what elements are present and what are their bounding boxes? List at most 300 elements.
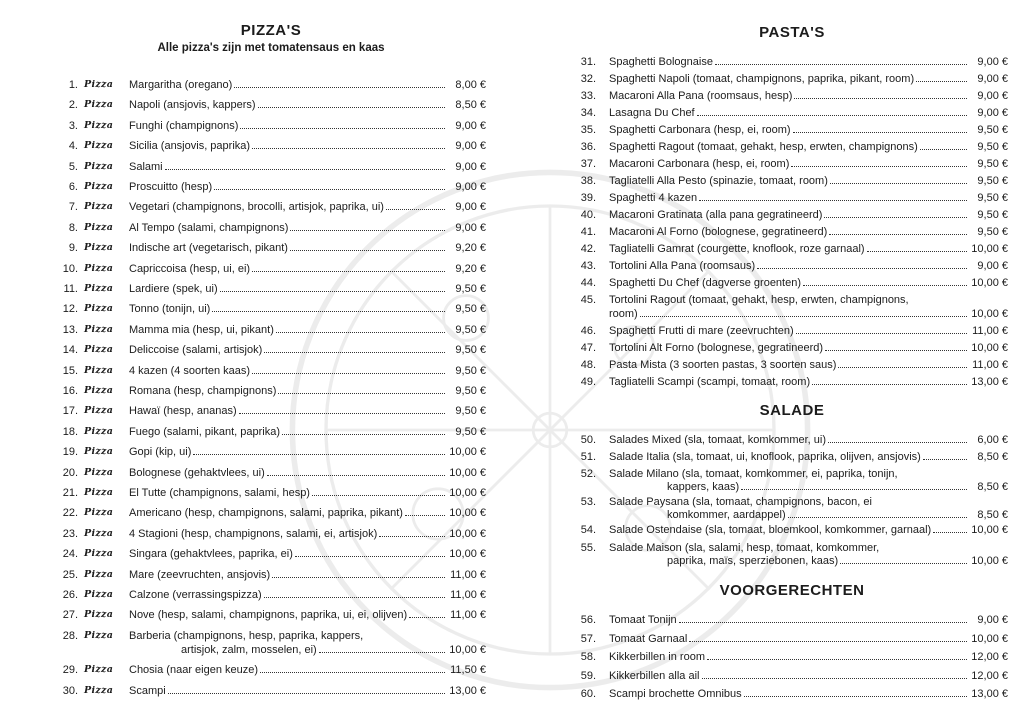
menu-item-price: 11,00 €: [972, 325, 1008, 337]
menu-item-name: Chosia (naar eigen keuze): [129, 664, 259, 677]
menu-item-number: 37.: [580, 158, 596, 170]
menu-item-price: 9,50 €: [455, 405, 486, 418]
dot-leader: [272, 568, 445, 578]
dot-leader: [168, 684, 445, 694]
menu-item-name: Spaghetti 4 kazen: [609, 192, 698, 204]
menu-item-number: 32.: [580, 73, 596, 85]
menu-item-name-continued: artisjok, zalm, mosselen, ei): [181, 643, 317, 656]
menu-item-name: Tomaat Tonijn: [609, 614, 677, 626]
menu-item-number: 46.: [580, 325, 596, 337]
menu-item-number: 23.: [62, 527, 78, 540]
pizza-logo-icon: Pizza: [84, 446, 114, 458]
dot-leader: [791, 157, 967, 167]
menu-item-price: 9,00 €: [977, 56, 1008, 68]
menu-item: [576, 433, 1008, 446]
menu-item-number: 29.: [62, 664, 78, 677]
dot-leader: [214, 180, 445, 190]
menu-item-name: Salades Mixed (sla, tomaat, komkommer, ui): [609, 434, 827, 446]
dot-leader: [707, 650, 967, 660]
dot-leader: [867, 242, 967, 252]
menu-item-price: 9,50 €: [977, 175, 1008, 187]
menu-item-price: 10,00 €: [449, 487, 486, 499]
menu-item: [56, 323, 486, 337]
menu-item-price: 9,50 €: [455, 323, 486, 336]
menu-item-name: 4 kazen (4 soorten kaas): [129, 364, 251, 377]
menu-item-name: Tomaat Garnaal: [609, 632, 688, 645]
menu-item-name: Spaghetti Carbonara (hesp, ei, room): [609, 124, 791, 136]
menu-item-price: 9,00 €: [455, 221, 486, 234]
menu-item: [576, 259, 1008, 273]
menu-item-name: Singara (gehaktvlees, paprika, ei): [129, 548, 293, 561]
menu-item-number: 3.: [68, 119, 78, 132]
menu-item-number: 8.: [68, 221, 78, 234]
pizza-logo-icon: Pizza: [84, 664, 114, 676]
dot-leader: [697, 106, 967, 116]
dot-leader: [812, 375, 967, 385]
menu-item-price: 12,00 €: [971, 669, 1008, 682]
pizza-logo-icon: Pizza: [84, 466, 114, 478]
pizza-logo-icon: Pizza: [84, 405, 114, 417]
dot-leader: [239, 404, 445, 414]
menu-item: [56, 629, 486, 657]
dot-leader: [838, 358, 967, 368]
menu-item-number: 42.: [580, 243, 596, 255]
dot-leader: [220, 282, 445, 292]
menu-item-name: Hawaï (hesp, ananas): [129, 405, 237, 418]
dot-leader: [923, 450, 967, 460]
menu-item-price: 10,00 €: [449, 466, 486, 479]
menu-item: [56, 160, 486, 174]
pizza-logo-icon: Pizza: [84, 303, 114, 315]
menu-item-price: 13,00 €: [971, 688, 1008, 701]
pizza-logo-icon: Pizza: [84, 242, 114, 254]
menu-item-price: 11,00 €: [450, 609, 486, 622]
pizza-logo-icon: Pizza: [84, 589, 114, 600]
pizza-logo-icon: Pizza: [84, 609, 114, 621]
menu-item: [56, 608, 486, 622]
dot-leader: [386, 200, 445, 210]
menu-item: [56, 486, 486, 500]
menu-item-number: 53.: [580, 496, 596, 509]
menu-item: [576, 106, 1008, 120]
menu-item: [56, 404, 486, 418]
menu-item-name-continued: komkommer, aardappel): [667, 509, 786, 522]
pizza-logo-icon: Pizza: [84, 119, 114, 131]
menu-item-price: 9,00 €: [977, 107, 1008, 119]
pizza-logo-icon: Pizza: [84, 323, 114, 335]
menu-item-price: 10,00 €: [971, 524, 1008, 537]
menu-item-price: 9,00 €: [455, 119, 486, 132]
menu-item-number: 51.: [580, 451, 596, 464]
menu-item-price: 9,50 €: [455, 344, 486, 357]
menu-item-price: 9,50 €: [977, 124, 1008, 136]
menu-item: [56, 282, 486, 296]
menu-item-number: 26.: [62, 589, 78, 601]
menu-item-price: 9,00 €: [977, 73, 1008, 85]
menu-item: [56, 425, 486, 439]
menu-item: [56, 221, 486, 235]
pizza-logo-icon: Pizza: [84, 507, 114, 519]
menu-item: [56, 98, 486, 112]
menu-item-price: 10,00 €: [449, 527, 486, 540]
menu-item-name: Bolognese (gehaktvlees, ui): [129, 466, 265, 479]
menu-item-name: Macaroni Carbonara (hesp, ei, room): [609, 158, 790, 170]
menu-item: [576, 523, 1008, 536]
menu-item-price: 12,00 €: [971, 651, 1008, 664]
menu-item-name: Spaghetti Ragout (tomaat, gehakt, hesp, erwten, champignons): [609, 141, 918, 153]
menu-item-name: Salami: [129, 160, 163, 173]
menu-item-price: 9,00 €: [455, 160, 486, 173]
pizza-logo-icon: Pizza: [84, 201, 114, 213]
pizza-logo-icon: Pizza: [84, 344, 114, 356]
dot-leader: [840, 554, 967, 564]
menu-item-name: Vegetari (champignons, brocolli, artisjok, paprika, ui): [129, 201, 384, 214]
menu-item: [56, 364, 486, 378]
menu-item-number: 55.: [580, 541, 596, 554]
menu-item-name: Napoli (ansjovis, kappers): [129, 99, 256, 112]
dot-leader: [282, 425, 445, 435]
menu-item-name: Al Tempo (salami, champignons): [129, 221, 289, 234]
menu-item: [56, 547, 486, 561]
menu-item-price: 9,50 €: [977, 158, 1008, 170]
menu-item-name: Scampi: [129, 684, 166, 697]
dot-leader: [264, 343, 445, 353]
menu-item-price: 9,50 €: [455, 425, 486, 438]
menu-item-number: 2.: [68, 99, 78, 112]
menu-item-number: 16.: [62, 385, 78, 397]
pizza-logo-icon: Pizza: [84, 527, 114, 539]
menu-item-name: Salade Paysana (sla, tomaat, champignons, bacon, ei: [609, 496, 872, 509]
pizza-logo-icon: Pizza: [84, 140, 114, 152]
menu-item-number: 19.: [62, 446, 78, 459]
dot-leader: [933, 523, 967, 533]
menu-item-price: 8,50 €: [977, 451, 1008, 464]
menu-item: [56, 466, 486, 480]
pizza-logo-icon: Pizza: [84, 262, 114, 274]
menu-item: [56, 139, 486, 153]
menu-item-price: 11,00 €: [972, 359, 1008, 371]
menu-item: [576, 375, 1008, 389]
dot-leader: [916, 72, 967, 82]
menu-item: [56, 262, 486, 276]
menu-item-number: 52.: [580, 468, 596, 481]
menu-item: [56, 200, 486, 214]
menu-item-price: 9,00 €: [455, 140, 486, 153]
salade-section-title: SALADE: [759, 402, 825, 419]
menu-item-number: 21.: [62, 487, 78, 499]
pizza-logo-icon: Pizza: [84, 568, 114, 580]
menu-item-number: 54.: [580, 524, 596, 537]
dot-leader: [258, 98, 445, 108]
menu-item-price: 9,20 €: [455, 242, 486, 255]
pizza-logo-icon: Pizza: [84, 385, 114, 396]
menu-item-number: 50.: [580, 434, 596, 446]
menu-item: [56, 343, 486, 357]
menu-item: [56, 445, 486, 459]
menu-item-number: 43.: [580, 260, 596, 272]
menu-item-name: Spaghetti Napoli (tomaat, champignons, paprika, pikant, room): [609, 73, 915, 85]
menu-item-name-continued: paprika, maïs, sperziebonen, kaas): [667, 554, 839, 567]
menu-item-name: Nove (hesp, salami, champignons, paprika, ui, ei, olijven): [129, 609, 408, 622]
dot-leader: [379, 527, 445, 537]
dot-leader: [312, 486, 445, 496]
menu-item: [576, 341, 1008, 355]
pizza-logo-icon: Pizza: [84, 99, 114, 111]
menu-item-number: 15.: [62, 364, 78, 377]
dot-leader: [757, 259, 967, 269]
dot-leader: [796, 324, 967, 334]
menu-item-price: 13,00 €: [971, 376, 1008, 388]
dot-leader: [260, 663, 445, 673]
dot-leader: [741, 480, 967, 490]
menu-item: [56, 78, 486, 92]
dot-leader: [252, 364, 445, 374]
menu-item: [576, 650, 1008, 664]
dot-leader: [252, 139, 445, 149]
menu-item-name: Calzone (verrassingspizza): [129, 589, 262, 601]
dot-leader: [793, 123, 967, 133]
menu-item: [56, 384, 486, 398]
dot-leader: [193, 445, 445, 455]
menu-item: [576, 89, 1008, 103]
voorgerechten-section-title: VOORGERECHTEN: [719, 582, 865, 599]
dot-leader: [825, 341, 967, 351]
menu-item-name: 4 Stagioni (hesp, champignons, salami, ei, artisjok): [129, 527, 378, 540]
menu-item: [56, 684, 486, 698]
menu-item-price: 11,50 €: [450, 664, 486, 677]
menu-item-number: 24.: [62, 548, 78, 561]
menu-item: [576, 687, 1008, 701]
menu-item-number: 35.: [580, 124, 596, 136]
dot-leader: [264, 588, 445, 598]
menu-item-name: Tortolini Ragout (tomaat, gehakt, hesp, erwten, champignons,: [609, 294, 909, 306]
menu-item-number: 48.: [580, 359, 596, 371]
menu-item: [56, 588, 486, 602]
dot-leader: [803, 276, 967, 286]
menu-item-number: 6.: [68, 181, 78, 193]
menu-item-name: Salade Milano (sla, tomaat, komkommer, ei, paprika, tonijn,: [609, 468, 898, 481]
menu-item-number: 18.: [62, 425, 78, 438]
pizza-logo-icon: Pizza: [84, 160, 114, 172]
pasta-section-title: PASTA'S: [759, 24, 825, 41]
menu-item: [576, 174, 1008, 188]
menu-item-name: Barberia (champignons, hesp, paprika, kappers,: [129, 629, 364, 642]
menu-item-number: 5.: [68, 160, 78, 173]
menu-item-number: 39.: [580, 192, 596, 204]
menu-item-name: El Tutte (champignons, salami, hesp): [129, 487, 310, 499]
menu-item: [576, 358, 1008, 372]
dot-leader: [409, 608, 445, 618]
pizza-logo-icon: Pizza: [84, 79, 114, 90]
dot-leader: [920, 140, 967, 150]
menu-item-name: Tortolini Alt Forno (bolognese, gegratineerd): [609, 342, 824, 354]
dot-leader: [276, 323, 445, 333]
menu-item-price: 9,50 €: [455, 303, 486, 316]
menu-item-price: 8,50 €: [977, 509, 1008, 522]
menu-item-number: 58.: [580, 651, 596, 664]
menu-item-number: 41.: [580, 226, 596, 238]
menu-item-name: Tagliatelli Alla Pesto (spinazie, tomaat, room): [609, 175, 828, 187]
menu-item-name: Capriccoisa (hesp, ui, ei): [129, 262, 251, 275]
menu-item-price: 6,00 €: [977, 434, 1008, 446]
menu-item: [576, 613, 1008, 627]
dot-leader: [794, 89, 967, 99]
menu-item-number: 60.: [580, 688, 596, 701]
menu-item-name: Deliccoise (salami, artisjok): [129, 344, 263, 357]
menu-item-name: Pasta Mista (3 soorten pastas, 3 soorten saus): [609, 359, 837, 371]
menu-item-name: Salade Ostendaise (sla, tomaat, bloemkool, komkommer, garnaal): [609, 524, 932, 537]
menu-item-name: Tagliatelli Gamrat (courgette, knoflook, roze garnaal): [609, 243, 865, 255]
menu-item-number: 28.: [62, 629, 78, 642]
menu-item-number: 40.: [580, 209, 596, 221]
menu-item-name: Margaritha (oregano): [129, 79, 233, 91]
menu-item-name: Spaghetti Bolognaise: [609, 56, 713, 68]
menu-item-number: 11.: [63, 283, 78, 295]
menu-item: [576, 140, 1008, 154]
menu-item-price: 9,50 €: [977, 141, 1008, 153]
dot-leader: [679, 613, 967, 623]
menu-item: [56, 302, 486, 316]
dot-leader: [824, 208, 967, 218]
menu-item-price: 8,00 €: [455, 79, 486, 91]
menu-item: [576, 208, 1008, 222]
menu-item-number: 4.: [68, 140, 78, 153]
menu-item-price: 9,50 €: [977, 209, 1008, 221]
menu-item: [576, 632, 1008, 646]
menu-item-name: Sicilia (ansjovis, paprika): [129, 140, 251, 153]
menu-item-price: 10,00 €: [971, 243, 1008, 255]
menu-item-number: 45.: [580, 294, 596, 306]
menu-item: [576, 495, 1008, 521]
menu-item: [576, 669, 1008, 683]
menu-item-name: Gopi (kip, ui): [129, 446, 192, 459]
dot-leader: [278, 384, 445, 394]
menu-item-price: 9,00 €: [455, 201, 486, 214]
menu-item-price: 9,00 €: [977, 260, 1008, 272]
pizza-logo-icon: Pizza: [84, 283, 114, 294]
menu-item-name: Tonno (tonijn, ui): [129, 303, 211, 316]
menu-item-price: 9,50 €: [977, 226, 1008, 238]
pizza-logo-icon: Pizza: [84, 181, 114, 192]
menu-item-price: 10,00 €: [971, 632, 1008, 645]
menu-item-number: 12.: [62, 303, 78, 316]
menu-item-price: 8,50 €: [977, 481, 1008, 494]
menu-item-name: Spaghetti Du Chef (dagverse groenten): [609, 277, 802, 289]
menu-item: [576, 123, 1008, 137]
menu-item-number: 34.: [580, 107, 596, 119]
menu-item: [56, 119, 486, 133]
menu-item-number: 56.: [580, 614, 596, 626]
dot-leader: [405, 506, 445, 516]
menu-item-price: 13,00 €: [449, 684, 486, 697]
dot-leader: [267, 466, 445, 476]
menu-item: [576, 541, 1008, 567]
menu-item: [576, 293, 1008, 321]
menu-item-name: Macaroni Alla Pana (roomsaus, hesp): [609, 90, 793, 102]
menu-item-number: 44.: [580, 277, 596, 289]
pizza-logo-icon: Pizza: [84, 425, 114, 437]
menu-item-name: Macaroni Al Forno (bolognese, gegratineerd): [609, 226, 828, 238]
menu-item-price: 10,00 €: [449, 507, 486, 520]
menu-item-number: 47.: [580, 342, 596, 354]
dot-leader: [788, 508, 967, 518]
menu-item: [576, 450, 1008, 463]
menu-item-number: 25.: [62, 568, 78, 581]
menu-item: [576, 242, 1008, 256]
menu-item-price: 9,00 €: [455, 181, 486, 193]
menu-item-number: 49.: [580, 376, 596, 388]
menu-item: [56, 241, 486, 255]
menu-item-number: 22.: [62, 507, 78, 520]
dot-leader: [829, 225, 967, 235]
menu-item-number: 10.: [62, 262, 78, 275]
menu-item-number: 27.: [62, 609, 78, 622]
menu-item-name: Lasagna Du Chef: [609, 107, 695, 119]
menu-item-name: Kikkerbillen in room: [609, 651, 705, 664]
dot-leader: [319, 643, 445, 653]
menu-item-name-continued: kappers, kaas): [667, 481, 740, 494]
menu-item: [56, 663, 486, 677]
menu-item-name: Macaroni Gratinata (alla pana gegratineerd): [609, 209, 823, 221]
menu-item-name: Fuego (salami, pikant, paprika): [129, 425, 281, 438]
menu-item-number: 1.: [68, 79, 78, 91]
menu-item-price: 9,00 €: [977, 90, 1008, 102]
dot-leader: [830, 174, 967, 184]
menu-item-price: 11,00 €: [450, 589, 486, 601]
menu-item-price: 9,20 €: [455, 262, 486, 275]
menu-item-price: 9,00 €: [977, 614, 1008, 626]
pizza-logo-icon: Pizza: [84, 548, 114, 560]
menu-item-number: 7.: [68, 201, 78, 214]
menu-item: [576, 467, 1008, 493]
menu-item-name: Mamma mia (hesp, ui, pikant): [129, 323, 274, 336]
dot-leader: [252, 262, 445, 272]
menu-item: [576, 276, 1008, 290]
dot-leader: [290, 241, 445, 251]
menu-item: [56, 506, 486, 520]
menu-item-number: 59.: [580, 669, 596, 682]
menu-item-number: 30.: [62, 684, 78, 697]
menu-item-number: 20.: [62, 466, 78, 479]
dot-leader: [699, 191, 967, 201]
dot-leader: [640, 307, 967, 317]
menu-item-price: 10,00 €: [449, 643, 486, 656]
menu-item: [576, 157, 1008, 171]
menu-item-number: 17.: [62, 405, 78, 418]
dot-leader: [240, 119, 445, 129]
menu-item: [56, 527, 486, 541]
menu-item-price: 10,00 €: [971, 308, 1008, 320]
menu-item-price: 8,50 €: [455, 99, 486, 112]
menu-item-name-continued: room): [609, 308, 638, 320]
dot-leader: [828, 433, 967, 443]
menu-item: [56, 180, 486, 194]
menu-item-name: Lardiere (spek, ui): [129, 283, 218, 295]
menu-item-price: 10,00 €: [449, 446, 486, 459]
menu-item-name: Scampi brochette Omnibus: [609, 688, 742, 701]
menu-item-name: Tagliatelli Scampi (scampi, tomaat, room): [609, 376, 811, 388]
menu-item: [576, 55, 1008, 69]
menu-item-name: Americano (hesp, champignons, salami, paprika, pikant): [129, 507, 403, 520]
menu-item-price: 10,00 €: [971, 342, 1008, 354]
menu-item-price: 9,50 €: [455, 364, 486, 377]
menu-item-price: 9,50 €: [455, 283, 486, 295]
menu-item-number: 31.: [580, 56, 596, 68]
menu-item-number: 36.: [580, 141, 596, 153]
dot-leader: [165, 160, 445, 170]
menu-item-name: Tortolini Alla Pana (roomsaus): [609, 260, 756, 272]
menu-item-name: Funghi (champignons): [129, 119, 239, 132]
